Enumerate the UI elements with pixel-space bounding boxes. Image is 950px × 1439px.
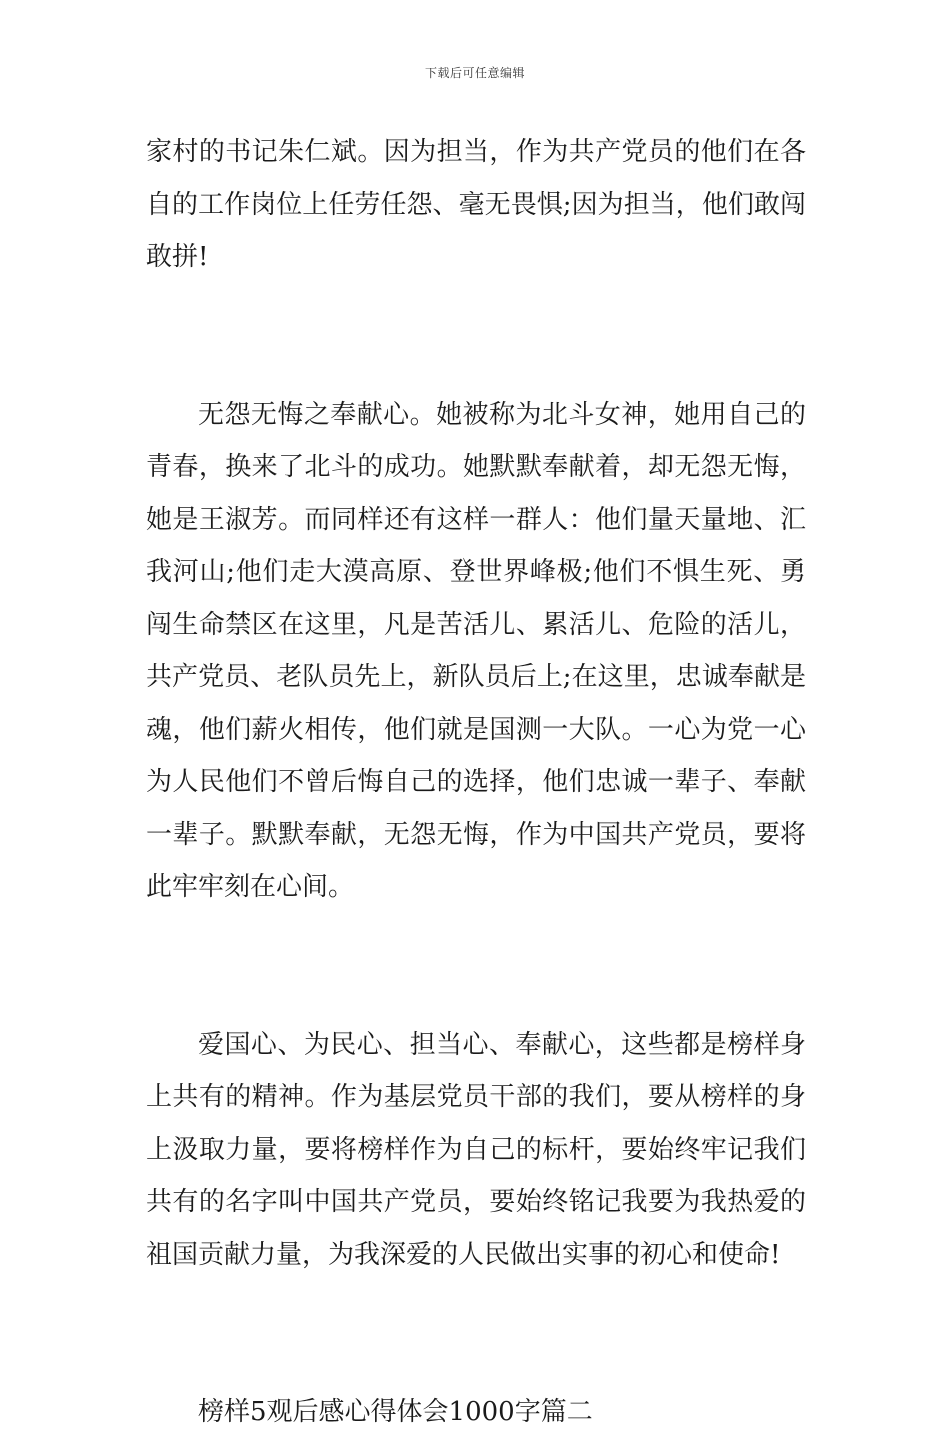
- paragraph-gap: [146, 336, 806, 389]
- section-heading: 榜样5观后感心得体会1000字篇二: [198, 1397, 593, 1427]
- paragraph-gap: [146, 1334, 806, 1387]
- paragraph-2: 无怨无悔之奉献心。她被称为北斗女神，她用自己的青春，换来了北斗的成功。她默默奉献着，却无怨无悔，她是王淑芳。而同样还有这样一群人：他们量天量地、汇我河山;他们走大漠高原、登世界峰极;他们不惧生死、勇闯生命禁区在这里，凡是苦活儿、累活儿、危险的活儿，共产党员、老队员先上，新队员后上;在这里，忠诚奉献是魂，他们薪火相传，他们就是国测一大队。一心为党一心为人民他们不曾后悔自己的选择，他们忠诚一辈子、奉献一辈子。默默奉献，无怨无悔，作为中国共产党员，要将此牢牢刻在心间。: [146, 399, 806, 902]
- paragraph-gap: [146, 1281, 806, 1334]
- page-header-note: 下载后可任意编辑: [424, 66, 525, 80]
- paragraph-gap: [146, 914, 806, 967]
- paragraph-gap: [146, 284, 806, 337]
- paragraph-1: 家村的书记朱仁斌。因为担当，作为共产党员的他们在各自的工作岗位上任劳任怨、毫无畏惧;因为担当，他们敢闯敢拼!: [146, 137, 806, 272]
- document-body: [146, 126, 806, 1439]
- paragraph-gap: [146, 966, 806, 1019]
- paragraph-3: 爱国心、为民心、担当心、奉献心，这些都是榜样身上共有的精神。作为基层党员干部的我们，要从榜样的身上汲取力量，要将榜样作为自己的标杆，要始终牢记我们共有的名字叫中国共产党员，要始终铭记我要为我热爱的祖国贡献力量，为我深爱的人民做出实事的初心和使命!: [146, 1029, 806, 1270]
